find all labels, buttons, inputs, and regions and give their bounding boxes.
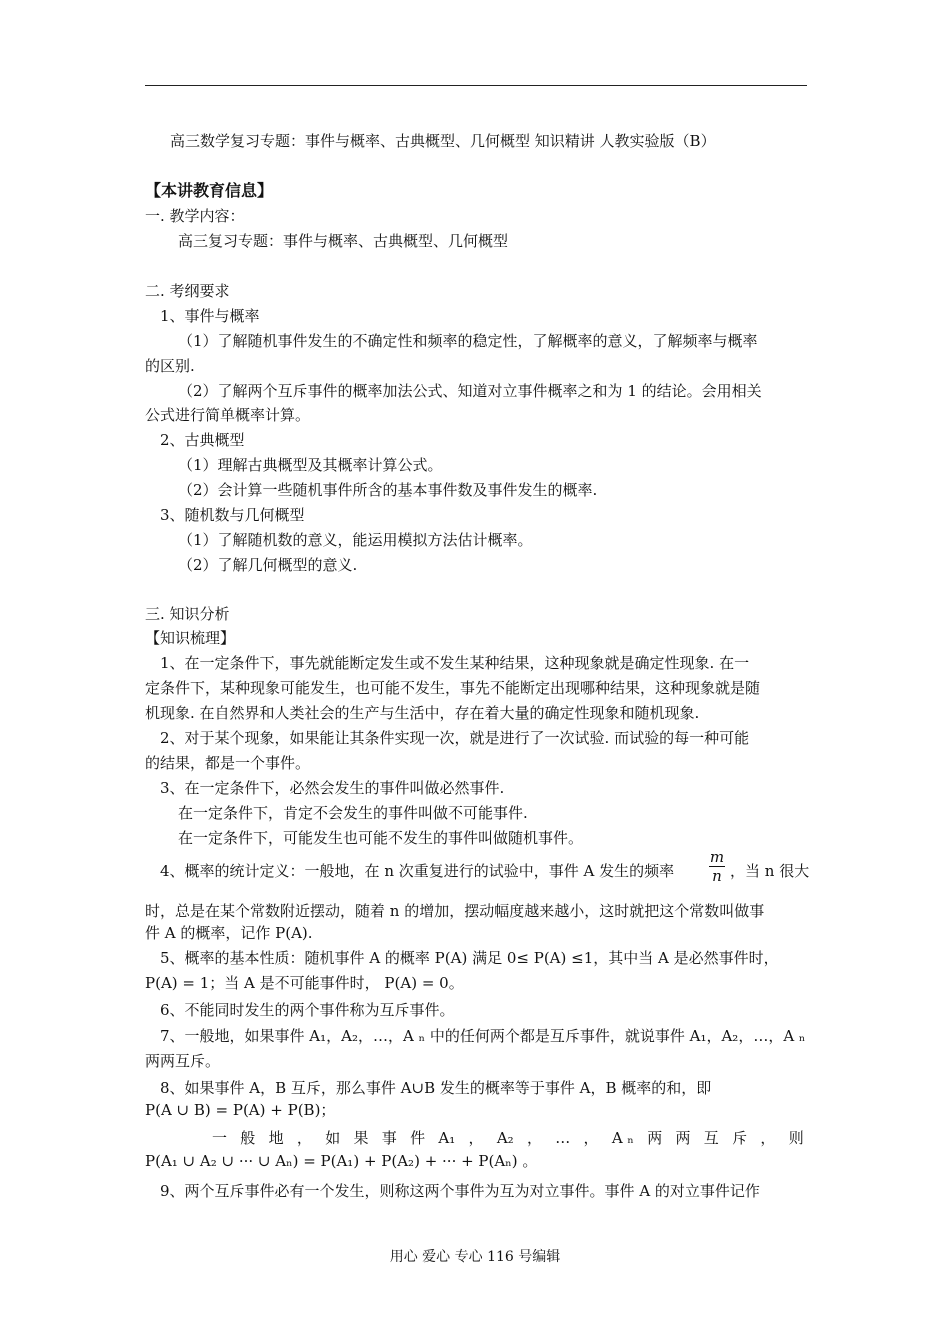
text-line: 5、概率的基本性质：随机事件 A 的概率 P(A) 满足 0≤ P(A) ≤1，其中当 A 是必然事件时， [160,949,779,967]
fraction-numerator: m [709,848,725,866]
word: 地 [268,1129,284,1147]
text-line: 2、对于某个现象，如果能让其条件实现一次，就是进行了一次试验. 而试验的每一种可能 [160,729,750,747]
text-line: 件 A 的概率，记作 P(A). [145,924,313,942]
text-line: ，当 n 很大 [730,862,810,880]
text-line: 在一定条件下，可能发生也可能不发生的事件叫做随机事件。 [178,829,584,847]
justified-line [212,1127,804,1149]
text-line: 时，总是在某个常数附近摆动，随着 n 的增加，摆动幅度越来越小，这时就把这个常数叫做事 [145,902,765,920]
text-line: 高三复习专题：事件与概率、古典概型、几何概型 [178,232,509,250]
text-line: 2、古典概型 [160,431,245,449]
word: 件 [410,1129,426,1147]
fraction-denominator: n [712,867,722,885]
text-line: 8、如果事件 A，B 互斥，那么事件 A∪B 发生的概率等于事件 A，B 概率的和，即 [160,1079,712,1097]
word: 事 [381,1129,397,1147]
word: 互 [703,1129,719,1147]
word: A₁ [438,1129,456,1147]
text-line: 的结果，都是一个事件。 [145,754,311,772]
text-line: 的区别. [145,357,195,375]
text-line: 机现象. 在自然界和人类社会的生产与生活中，存在着大量的确定性现象和随机现象. [145,704,700,722]
word: 果 [353,1129,369,1147]
text-line: 三. 知识分析 [145,605,230,623]
text-line: 在一定条件下，肯定不会发生的事件叫做不可能事件. [178,804,528,822]
text-line: 公式进行简单概率计算。 [145,406,311,424]
text-line: 6、不能同时发生的两个事件称为互斥事件。 [160,1001,455,1019]
text-line: 定条件下，某种现象可能发生，也可能不发生，事先不能断定出现哪种结果，这种现象就是随 [145,679,761,697]
word: 一 [212,1129,228,1147]
text-line: 两两互斥。 [145,1052,221,1070]
word: A ₙ [611,1129,634,1147]
text-line: 7、一般地，如果事件 A₁，A₂，…，A ₙ 中的任何两个都是互斥事件，就说事件 A₁，A₂，…，A ₙ [160,1027,806,1045]
text-line: 1、在一定条件下，事先就能断定发生或不发生某种结果，这种现象就是确定性现象. 在一 [160,654,750,672]
word: 般 [240,1129,256,1147]
word: 两 [647,1129,663,1147]
word: ， [583,1129,599,1147]
text-line: （2）会计算一些随机事件所含的基本事件数及事件发生的概率. [178,481,598,499]
page-footer: 用心 爱心 专心 116 号编辑 [389,1249,561,1265]
word: ， [296,1129,312,1147]
header-rule [145,85,807,86]
word: A₂ [496,1129,514,1147]
text-line: 3、在一定条件下，必然会发生的事件叫做必然事件. [160,779,505,797]
text-line: （2）了解两个互斥事件的概率加法公式、知道对立事件概率之和为 1 的结论。会用相关 [178,382,762,400]
text-line: 1、事件与概率 [160,307,260,325]
text-line: P(A) = 1；当 A 是不可能事件时， P(A) = 0。 [145,974,464,992]
text-line: （2）了解几何概型的意义. [178,556,358,574]
section-heading: 【本讲教育信息】 [145,181,274,200]
word: 则 [788,1129,804,1147]
text-line: （1）理解古典概型及其概率计算公式。 [178,456,443,474]
document-title: 高三数学复习专题：事件与概率、古典概型、几何概型 知识精讲 人教实验版（B） [170,132,716,150]
text-line: P(A ∪ B) = P(A) + P(B)； [145,1101,336,1119]
word: 两 [675,1129,691,1147]
text-line: （1）了解随机数的意义，能运用模拟方法估计概率。 [178,531,533,549]
text-line: 【知识梳理】 [145,629,236,647]
word: ， [526,1129,542,1147]
text-line: （1）了解随机事件发生的不确定性和频率的稳定性，了解概率的意义，了解频率与概率 [178,332,758,350]
word: ， [760,1129,776,1147]
word: … [555,1129,571,1147]
fraction [708,848,726,885]
text-line: 3、随机数与几何概型 [160,506,305,524]
text-line: P(A₁ ∪ A₂ ∪ ··· ∪ Aₙ) = P(A₁) + P(A₂) + ··· + P(Aₙ) 。 [145,1152,538,1170]
word: 如 [325,1129,341,1147]
text-line: 4、概率的统计定义：一般地，在 n 次重复进行的试验中，事件 A 发生的频率 [160,862,675,880]
text-line: 二. 考纲要求 [145,282,230,300]
text-line: 一. 教学内容： [145,207,245,225]
word: 斥 [732,1129,748,1147]
word: ， [468,1129,484,1147]
text-line: 9、两个互斥事件必有一个发生，则称这两个事件为互为对立事件。事件 A 的对立事件记作 [160,1182,760,1200]
